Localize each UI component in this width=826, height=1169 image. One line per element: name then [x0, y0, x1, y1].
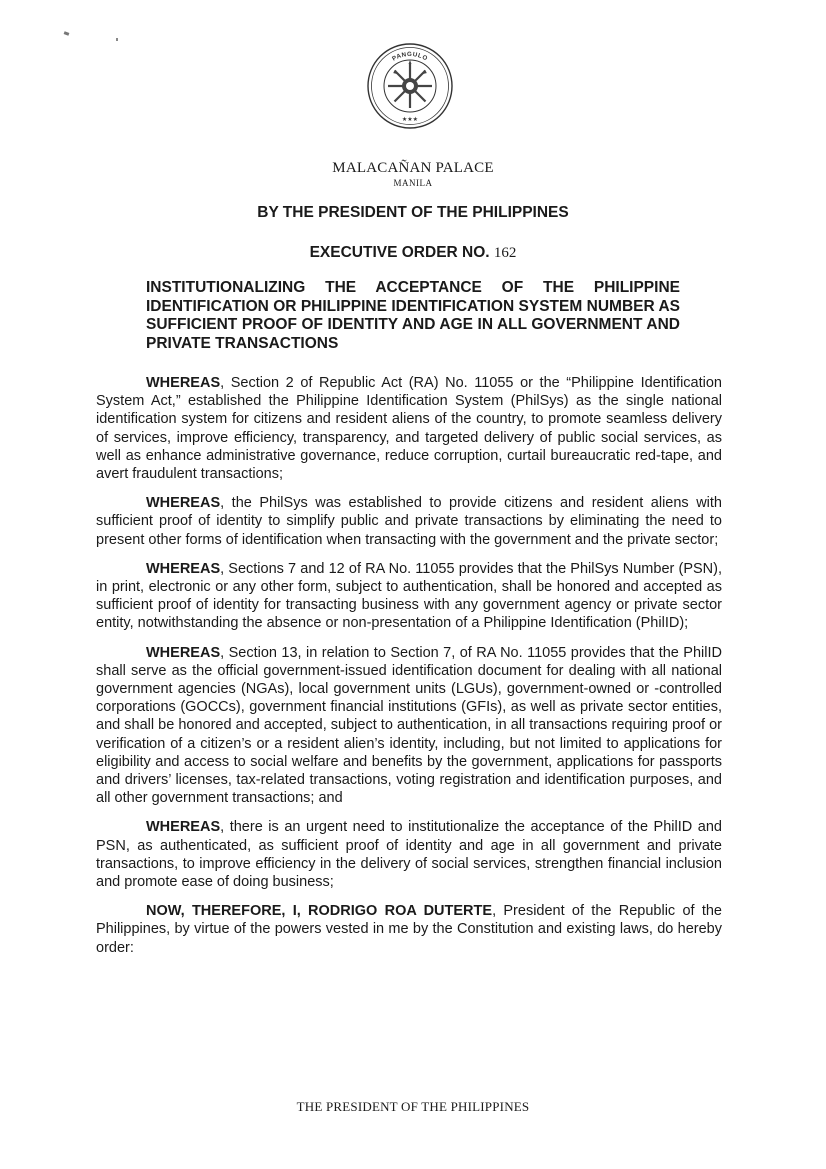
paragraph-text: , President of the Republic of the Philippines, by virtue of the powers vested in me by the Constitution and existing laws, do hereby order:: [96, 903, 722, 956]
paragraph-text: , there is an urgent need to institutionalize the acceptance of the PhilID and PSN, as authenticated, as sufficient proof of identity and age in all government and private transactions, to improve efficiency in the delivery of social services, strengthen financial inclusion and promote ease of doing business;: [96, 819, 722, 891]
seal-top-text: PANGULO: [391, 50, 429, 63]
executive-order-heading: [0, 244, 826, 262]
whereas-paragraph: [96, 644, 722, 808]
paragraph-lead: WHEREAS: [146, 560, 221, 577]
order-number: 162: [493, 245, 517, 261]
order-title: INSTITUTIONALIZING THE ACCEPTANCE OF THE PHILIPPINE IDENTIFICATION OR PHILIPPINE IDENTIFICATION SYSTEM NUMBER AS SUFFICIENT PROOF OF IDENTITY AND AGE IN ALL GOVERNMENT AND PRIVATE TRANSACTIONS: [146, 279, 680, 352]
scan-mark: [64, 31, 70, 36]
order-label: EXECUTIVE ORDER NO.: [309, 244, 490, 261]
seal-stars: ★★★: [401, 116, 419, 123]
issuer-byline: BY THE PRESIDENT OF THE PHILIPPINES: [257, 204, 569, 221]
paragraph-lead: WHEREAS: [146, 644, 221, 661]
paragraph-text: , Section 2 of Republic Act (RA) No. 11055 or the “Philippine Identification System Act,” established the Philippine Identification System (PhilSys) as the single national identification system for citizens and resident aliens of the country, to promote seamless delivery of services, improve efficiency, transparency, and targeted delivery of public social services, as well as enhance administrative governance, reduce corruption, curtail bureaucratic red-tape, and avert fraudulent transactions;: [96, 375, 722, 483]
paragraph-text: , Section 13, in relation to Section 7, of RA No. 11055 provides that the PhilID shall serve as the official government-issued identification document for dealing with all national government agencies (NGAs), local government units (LGUs), government-owned or -controlled corporations (GOCCs), government financial institutions (GFIs), as well as private sector entities, and shall be honored and accepted, subject to authentication, in all transactions requiring proof or verification of a citizen’s or a resident alien’s identity, including, but not limited to applications for eligibility and access to social welfare and benefits by the government, applications for passports and drivers’ licenses, tax-related transactions, voting registration and identification purposes, and all other government transactions; and: [96, 644, 722, 807]
page-footer: THE PRESIDENT OF THE PHILIPPINES: [296, 1099, 530, 1114]
whereas-paragraph: [96, 818, 722, 891]
city-name: MANILA: [393, 178, 433, 188]
paragraph-lead: WHEREAS: [146, 375, 221, 391]
whereas-paragraph: [96, 374, 722, 483]
order-body: [96, 374, 722, 968]
whereas-paragraph: [96, 560, 722, 633]
paragraph-lead: NOW, THEREFORE, I, RODRIGO ROA DUTERTE: [146, 903, 493, 920]
paragraph-lead: WHEREAS: [146, 495, 221, 512]
palace-name: MALACAÑAN PALACE: [332, 160, 494, 176]
scan-mark: [116, 38, 118, 41]
whereas-paragraph: [96, 494, 722, 549]
presidential-seal-icon: [366, 42, 454, 130]
paragraph-text: , the PhilSys was established to provide citizens and resident aliens with sufficient proof of identity to simplify public and private transactions by eliminating the need to present other forms of identification when transacting with the government and the private sector;: [96, 495, 722, 548]
paragraph-lead: WHEREAS: [146, 819, 221, 836]
order-clause-paragraph: [96, 902, 722, 957]
paragraph-text: , Sections 7 and 12 of RA No. 11055 provides that the PhilSys Number (PSN), in print, electronic or any other form, subject to authentication, shall be honored and accepted as sufficient proof of identity for transacting business with any government agency or private sector entity, notwithstanding the absence or non-presentation of a Philippine Identification (PhilID);: [96, 560, 722, 632]
